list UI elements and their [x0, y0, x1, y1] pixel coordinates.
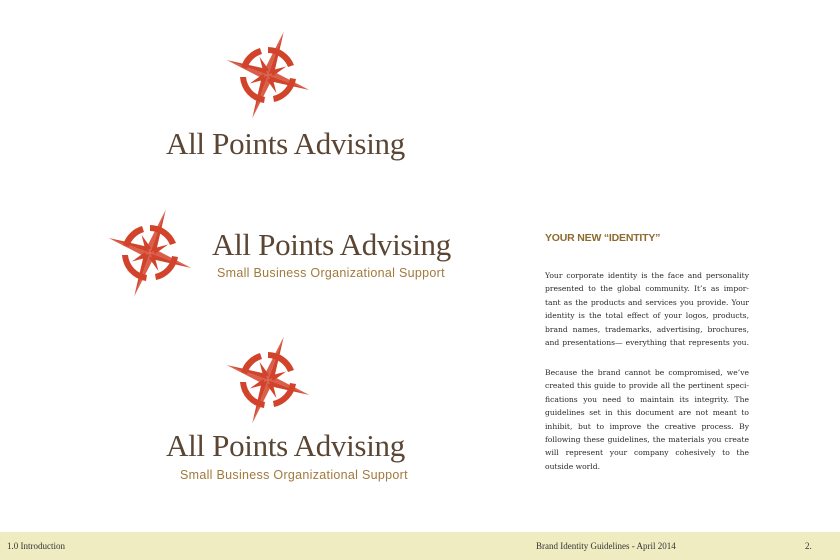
compass-logo-icon [100, 203, 200, 303]
intro-paragraph-1 [545, 269, 749, 349]
paragraph-line: tant as the products and services you provide. Your [545, 297, 749, 307]
paragraph-line: inhibit, but to improve the creative process. By [545, 421, 749, 431]
compass-logo-icon [218, 330, 318, 430]
brand-tagline-logo-3: Small Business Organizational Support [180, 468, 408, 482]
paragraph-line: created this guide to provide all the pertinent speci- [545, 381, 749, 391]
footer-title: Brand Identity Guidelines - April 2014 [536, 541, 676, 551]
page-footer [0, 532, 840, 560]
intro-paragraph-2 [545, 366, 749, 473]
brand-name-logo-1: All Points Advising [166, 126, 405, 161]
section-heading: YOUR NEW “IDENTITY” [545, 232, 661, 244]
brand-tagline-logo-2: Small Business Organizational Support [217, 266, 445, 280]
paragraph-line: outside world. [545, 461, 601, 471]
paragraph-line: will represent your company cohesively to the [545, 448, 749, 458]
brand-name-logo-2: All Points Advising [212, 227, 451, 262]
paragraph-line: brand names, trademarks, advertising, brochures, [545, 324, 749, 334]
paragraph-line: and presentations— everything that represents you. [545, 337, 749, 347]
paragraph-line: guidelines set in this document are not meant to [545, 408, 749, 418]
footer-page-number: 2. [805, 541, 812, 551]
paragraph-line: fications you need to maintain its integrity. The [545, 394, 749, 404]
paragraph-line: Because the brand cannot be compromised, we’ve [545, 368, 749, 377]
brand-name-logo-3: All Points Advising [166, 428, 405, 463]
paragraph-line: Your corporate identity is the face and personality [545, 271, 749, 280]
paragraph-line: following these guidelines, the materials you create [545, 434, 749, 444]
compass-logo-icon [218, 25, 318, 125]
paragraph-line: presented to the global community. It’s as impor- [545, 284, 749, 294]
paragraph-line: identity is the total effect of your logos, products, [545, 311, 749, 321]
footer-section: 1.0 Introduction [7, 541, 65, 551]
